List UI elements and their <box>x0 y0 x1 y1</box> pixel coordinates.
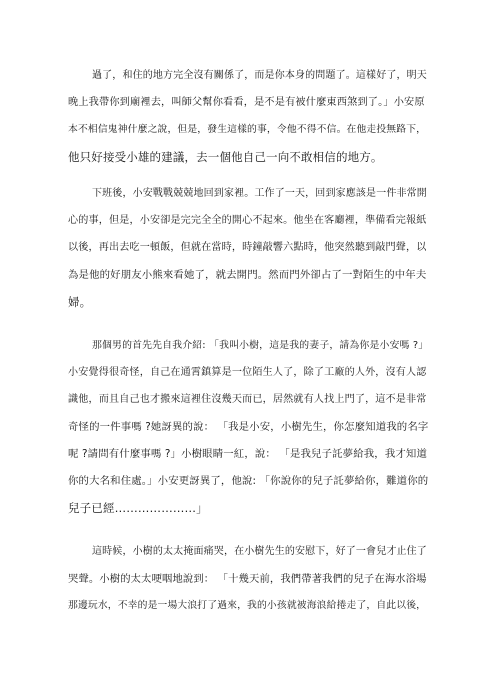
paragraph-line: 哭聲。小樹的太太哽咽地說到： 「十幾天前，我們帶著我們的兒子在海水浴場 <box>68 573 427 585</box>
paragraph-line: 婦。 <box>68 295 92 309</box>
paragraph-line: 以後，再出去吃一頓飯，但就在當時，時鐘敲響六點時，他突然聽到敲門聲，以 <box>68 242 427 253</box>
paragraph-line: 心的事，但是，小安卻是完完全全的開心不起來。他坐在客廳裡，準備看完報紙 <box>68 215 427 226</box>
paragraph-line: 小安覺得很奇怪，自己在通霄鎮算是一位陌生人了，除了工廠的人外，沒有人認 <box>68 367 427 378</box>
paragraph-line: 識他，而且自己也才搬來這裡住沒幾天而已，居然就有人找上門了，這不是非常 <box>68 394 427 405</box>
paragraph-line: 那邊玩水，不幸的是一場大浪打了過來，我的小孩就被海浪給捲走了，自此以後， <box>68 600 427 611</box>
paragraph-line: 過了，和住的地方完全沒有關係了，而是你本身的問題了。這樣好了，明天 <box>92 70 427 81</box>
paragraph-line: 呢 ?請問有什麼事嗎 ?」小樹眼睛一紅，說： 「是我兒子託夢給我，我才知道 <box>68 448 427 460</box>
paragraph-line: 下班後，小安戰戰兢兢地回到家裡。工作了一天，回到家應該是一件非常開 <box>92 188 427 199</box>
paragraph-line: 你的大名和住處。」小安更訝異了，他說: 「你說你的兒子託夢給你，難道你的 <box>68 475 429 487</box>
paragraph-line: 為是他的好朋友小熊來看她了，就去開門。然而門外卻占了一對陌生的中年夫 <box>68 269 427 281</box>
paragraph-line: 那個男的首先先自我介紹: 「我叫小樹，這是我的妻子，請為你是小安嗎 ?」 <box>92 340 429 351</box>
paragraph-line: 晚上我帶你到廟裡去，叫師父幫你看看，是不是有被什麼東西煞到了。」小安原 <box>68 97 425 108</box>
paragraph-line: 奇怪的一件事嗎 ?她訝異的說： 「我是小安，小樹先生，你怎麼知道我的名字 <box>68 421 429 433</box>
paragraph-line: 兒子已經…………………」 <box>68 501 208 515</box>
paragraph-line: 他只好接受小雄的建議，去一個他自己一向不敢相信的地方。 <box>68 150 383 164</box>
paragraph-line: 本不相信鬼神什麼之說，但是，發生這樣的事，令他不得不信。在他走投無路下， <box>68 124 427 135</box>
paragraph-line: 這時候，小樹的太太掩面痛哭，在小樹先生的安慰下，好了一會兒才止住了 <box>92 546 427 557</box>
